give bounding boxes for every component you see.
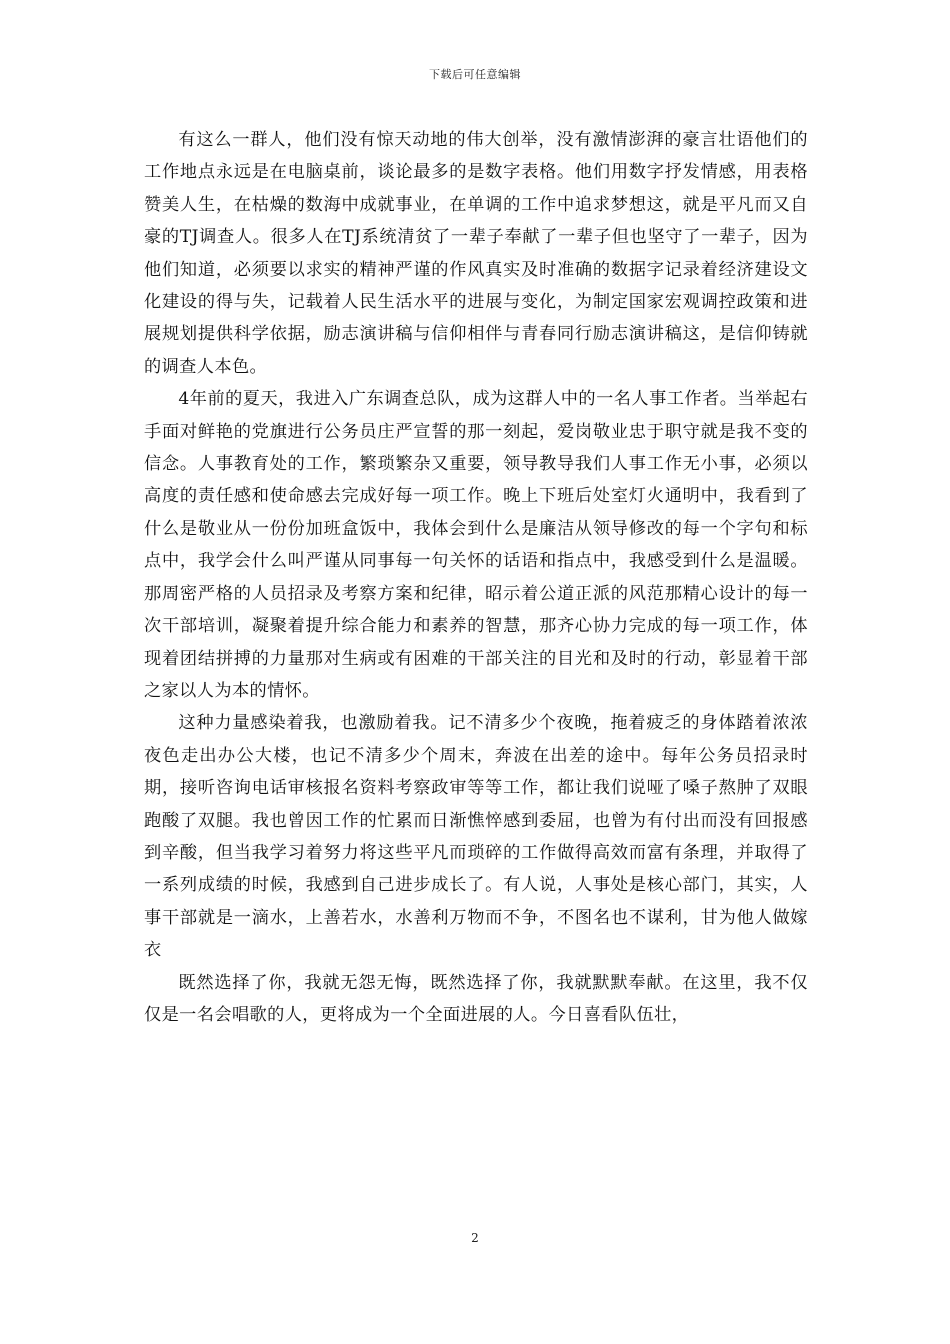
page-number: 2	[471, 1231, 479, 1245]
page-header: 下载后可任意编辑	[429, 68, 521, 81]
paragraph-1: 有这么一群人，他们没有惊天动地的伟大创举，没有激情澎湃的豪言壮语他们的工作地点永远是在电脑桌前，谈论最多的是数字表格。他们用数字抒发情感，用表格赞美人生，在枯燥的数海中成就事业，在单调的工作中追求梦想这，就是平凡而又自豪的TJ调查人。很多人在TJ系统清贫了一辈子奉献了一辈子但也坚守了一辈子，因为他们知道，必须要以求实的精神严谨的作风真实及时准确的数据字记录着经济建设文化建设的得与失，记载着人民生活水平的进展与变化，为制定国家宏观调控政策和进展规划提供科学依据，励志演讲稿与信仰相伴与青春同行励志演讲稿这，是信仰铸就的调查人本色。	[144, 130, 808, 377]
paragraph-4: 既然选择了你，我就无怨无悔，既然选择了你，我就默默奉献。在这里，我不仅仅是一名会唱歌的人，更将成为一个全面进展的人。今日喜看队伍壮，	[144, 972, 808, 1025]
body-text	[144, 124, 808, 1031]
paragraph-2: 4年前的夏天，我进入广东调查总队，成为这群人中的一名人事工作者。当举起右手面对鲜艳的党旗进行公务员庄严宣誓的那一刻起，爱岗敬业忠于职守就是我不变的信念。人事教育处的工作，繁琐繁杂又重要，领导教导我们人事工作无小事，必须以高度的责任感和使命感去完成好每一项工作。晚上下班后处室灯火通明中，我看到了什么是敬业从一份份加班盒饭中，我体会到什么是廉洁从领导修改的每一个字句和标点中，我学会什么叫严谨从同事每一句关怀的话语和指点中，我感受到什么是温暖。那周密严格的人员招录及考察方案和纪律，昭示着公道正派的风范那精心设计的每一次干部培训，凝聚着提升综合能力和素养的智慧，那齐心协力完成的每一项工作，体现着团结拼搏的力量那对生病或有困难的干部关注的目光和及时的行动，彰显着干部之家以人为本的情怀。	[144, 389, 808, 701]
paragraph-3: 这种力量感染着我，也激励着我。记不清多少个夜晚，拖着疲乏的身体踏着浓浓夜色走出办公大楼，也记不清多少个周末，奔波在出差的途中。每年公务员招录时期，接听咨询电话审核报名资料考察政审等等工作，都让我们说哑了嗓子熬肿了双眼跑酸了双腿。我也曾因工作的忙累而日渐憔悴感到委屈，也曾为有付出而没有回报感到辛酸，但当我学习着努力将这些平凡而琐碎的工作做得高效而富有条理，并取得了一系列成绩的时候，我感到自己进步成长了。有人说，人事处是核心部门，其实，人事干部就是一滴水，上善若水，水善利万物而不争，不图名也不谋利，甘为他人做嫁衣	[144, 713, 808, 961]
